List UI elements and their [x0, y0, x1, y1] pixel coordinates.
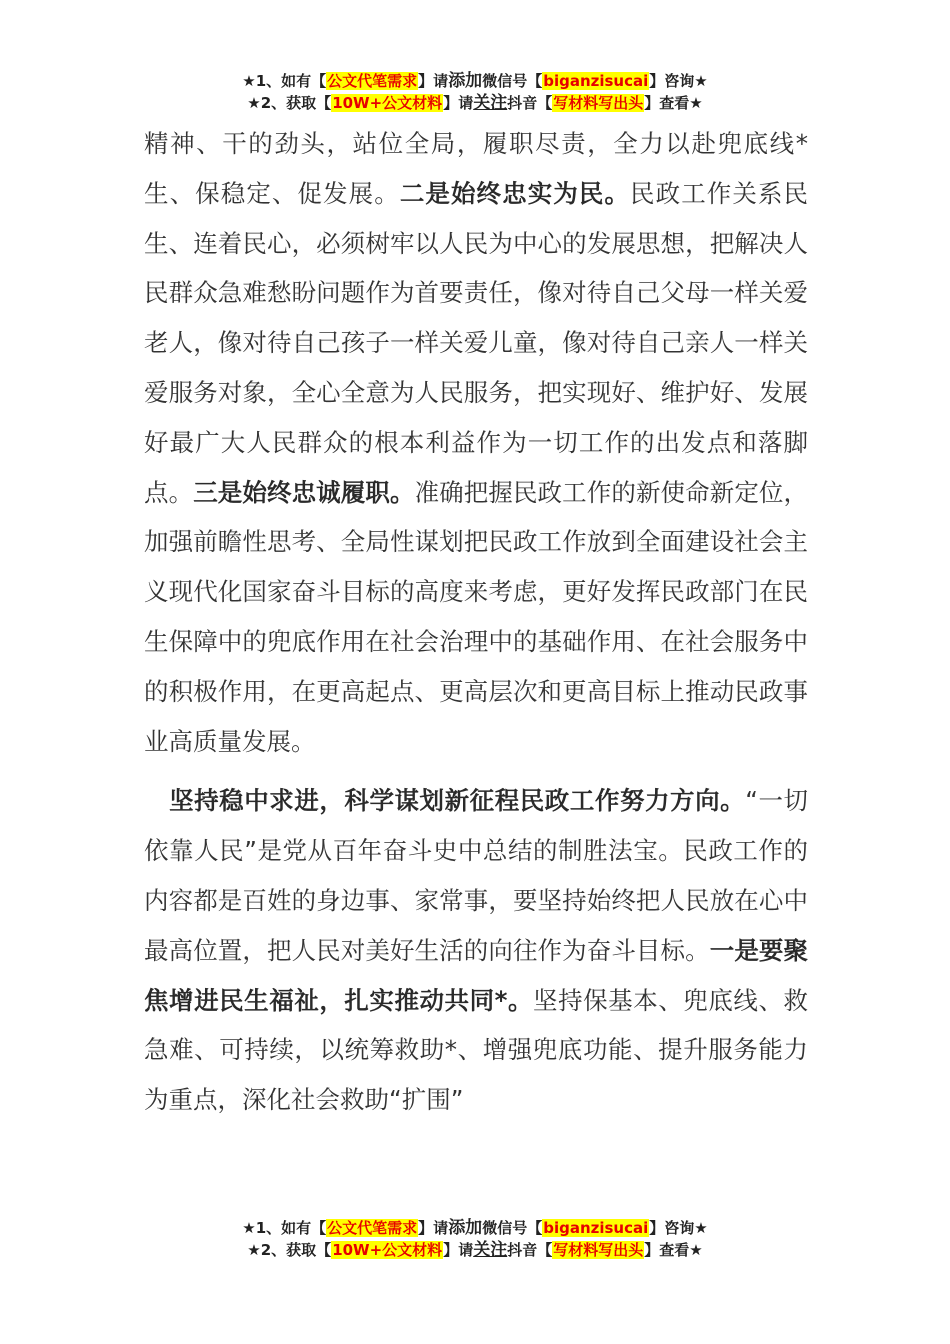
paragraph-text: 坚持保基本、兜底线、救急难、可持续，以统筹救助*、增强兜底功能、提升服务能力为重点，深化社会救助“扩围” [144, 985, 809, 1115]
promo-text: 2、获取【 [260, 94, 332, 112]
header-promo-line-2 [0, 92, 950, 114]
promo-emphasis: 关注 [473, 93, 508, 113]
promo-text: 微信号【 [482, 1219, 543, 1237]
promo-highlight-douyin-account: 写材料写出头 [553, 1241, 644, 1259]
star-icon: ★ [247, 94, 261, 112]
star-icon: ★ [242, 72, 256, 90]
promo-text: 】查看 [644, 94, 690, 112]
promo-highlight-douyin-account: 写材料写出头 [553, 94, 644, 112]
promo-highlight-wechat-id: biganzisucai [543, 72, 649, 90]
promo-highlight-wechat-id: biganzisucai [543, 1219, 649, 1237]
promo-highlight-materials: 10W+公文材料 [332, 94, 443, 112]
star-icon: ★ [242, 1219, 256, 1237]
promo-text: 】请 [418, 72, 449, 90]
footer-promo-line-1 [0, 1217, 950, 1239]
promo-text: 】请 [443, 1241, 474, 1259]
promo-text: 微信号【 [482, 72, 543, 90]
paragraph-2 [144, 776, 808, 1125]
promo-emphasis: 关注 [473, 1240, 508, 1260]
promo-text: 】查看 [644, 1241, 690, 1259]
promo-text: 抖音【 [507, 94, 553, 112]
promo-text: 1、如有【 [255, 72, 327, 90]
header-promo-line-1 [0, 70, 950, 92]
section-heading: 坚持稳中求进，科学谋划新征程民政工作努力方向。 [169, 786, 746, 816]
paragraph-text: 精神、干的劲头，站位全局，履职尽责，全力以赴兜底线*生、保稳定、促发展。 [144, 129, 808, 208]
paragraph-text: 民政工作关系民生、连着民心，必须树牢以人民为中心的发展思想，把解决人民群众急难愁盼问题作为首要责任，像对待自己父母一样关爱老人，像对待自己孩子一样关爱儿童，像对待自己亲人一样关爱服务对象，全心全意为人民服务，把实现好、维护好、发展好最广大人民群众的根本利益作为一切工作的出发点和落脚点。 [144, 178, 809, 507]
promo-text: 1、如有【 [255, 1219, 327, 1237]
promo-text: 】请 [418, 1219, 449, 1237]
promo-text: 2、获取【 [260, 1241, 332, 1259]
promo-text: 】咨询 [649, 1219, 695, 1237]
star-icon: ★ [247, 1241, 261, 1259]
star-icon: ★ [689, 94, 703, 112]
paragraph-text: “一切依靠人民”是党从百年奋斗史中总结的制胜法宝。民政工作的内容都是百姓的身边事、家常事，要坚持始终把人民放在心中最高位置，把人民对美好生活的向往作为奋斗目标。 [144, 786, 809, 965]
star-icon: ★ [689, 1241, 703, 1259]
promo-text: 抖音【 [507, 1241, 553, 1259]
promo-emphasis: 添加 [448, 71, 483, 91]
promo-emphasis: 添加 [448, 1218, 483, 1238]
footer-promo [0, 1217, 950, 1261]
star-icon: ★ [694, 1219, 708, 1237]
header-promo [0, 70, 950, 114]
bold-heading-point-1: 一是要聚焦增进民生福祉，扎实推动共同*。 [144, 935, 809, 1015]
document-body [144, 119, 808, 1125]
promo-text: 】请 [443, 94, 474, 112]
paragraph-1 [144, 119, 808, 766]
paragraph-text: 准确把握民政工作的新使命新定位，加强前瞻性思考、全局性谋划把民政工作放到全面建设社会主义现代化国家奋斗目标的高度来考虑，更好发挥民政部门在民生保障中的兜底作用在社会治理中的基础作用、在社会服务中的积极作用，在更高起点、更高层次和更高目标上推动民政事业高质量发展。 [144, 477, 809, 756]
promo-text: 】咨询 [649, 72, 695, 90]
star-icon: ★ [694, 72, 708, 90]
promo-highlight-service: 公文代笔需求 [327, 72, 418, 90]
promo-highlight-materials: 10W+公文材料 [332, 1241, 443, 1259]
bold-heading-point-2: 二是始终忠实为民。 [399, 178, 631, 208]
bold-heading-point-3: 三是始终忠诚履职。 [193, 477, 415, 507]
promo-highlight-service: 公文代笔需求 [327, 1219, 418, 1237]
footer-promo-line-2 [0, 1239, 950, 1261]
